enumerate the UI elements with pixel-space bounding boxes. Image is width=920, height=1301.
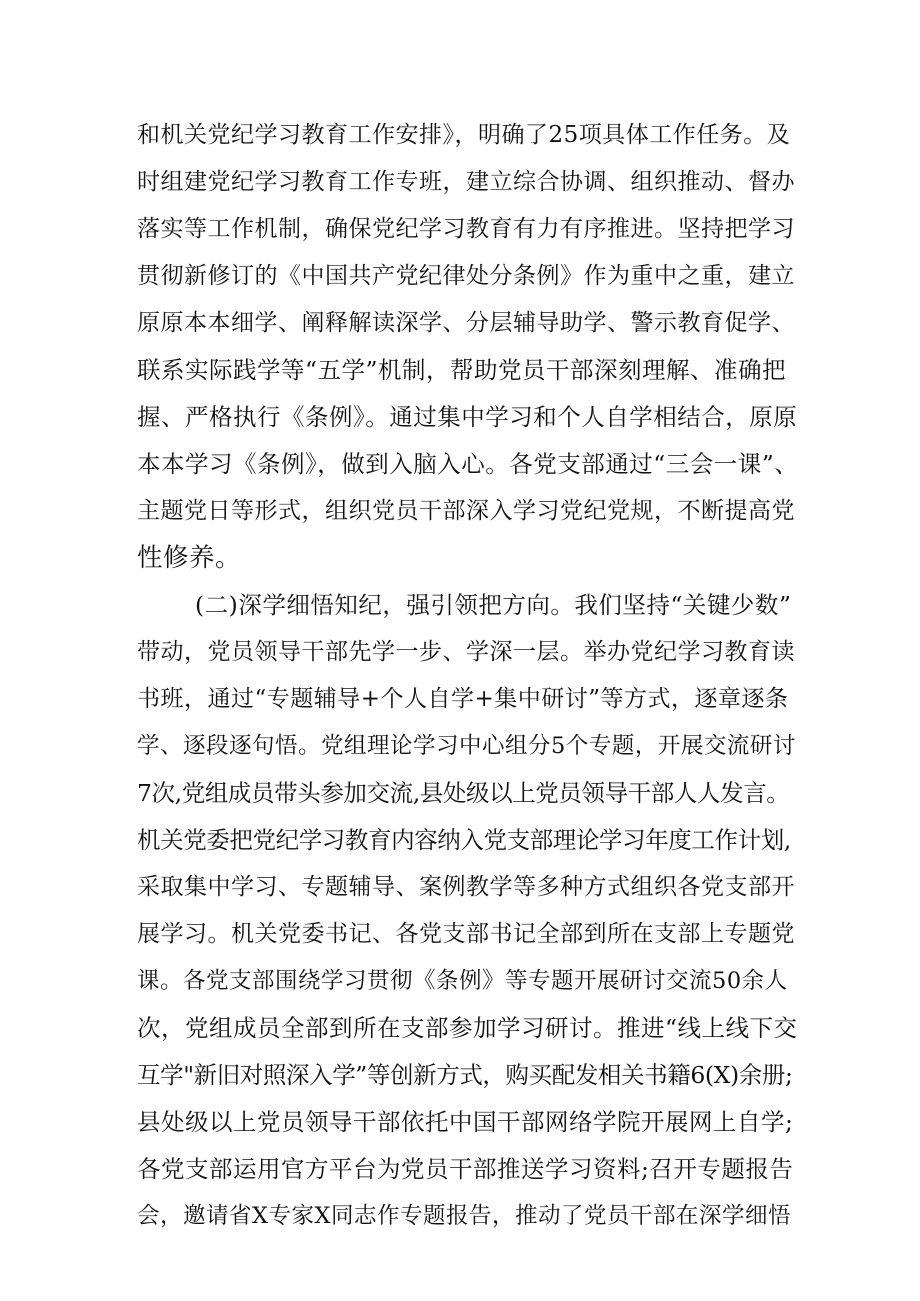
text-line: 时组建党纪学习教育工作专班，建立综合协调、组织推动、督办 [137, 169, 795, 195]
text-line: 课。各党支部围绕学习贯彻《条例》等专题开展研讨交流50余人 [137, 968, 788, 994]
text-line: 各党支部运用官方平台为党员干部推送学习资料;召开专题报告 [137, 1155, 794, 1183]
text-line: 会，邀请省X专家X同志作专题报告，推动了党员干部在深学细悟 [137, 1203, 792, 1229]
text-line: 学、逐段逐句悟。党组理论学习中心组分5个专题，开展交流研讨 [137, 733, 796, 759]
text-line: 展学习。机关党委书记、各党支部书记全部到所在支部上专题党 [137, 921, 795, 947]
text-line: 互学"新旧对照深入学”等创新方式，购买配发相关书籍6(X)余册; [137, 1061, 793, 1089]
text-line: 机关党委把党纪学习教育内容纳入党支部理论学习年度工作计划, [137, 826, 791, 854]
text-line: 联系实际践学等“五学”机制，帮助党员干部深刻理解、准确把 [137, 356, 787, 384]
text-line: 采取集中学习、专题辅导、案例教学等多种方式组织各党支部开 [137, 874, 795, 900]
text-line: 性修养。 [137, 543, 242, 573]
text-line: 原原本本细学、阐释解读深学、分层辅导助学、警示教育促学、 [137, 310, 795, 336]
text-line: 贯彻新修订的《中国共产党纪律处分条例》作为重中之重，建立 [137, 263, 795, 289]
text-line: 握、严格执行《条例》。通过集中学习和个人自学相结合，原原 [137, 403, 798, 431]
body-text [137, 112, 797, 1240]
text-line: 本本学习《条例》，做到入脑入心。各党支部通过“三会一课”、 [137, 450, 799, 478]
text-line: 次，党组成员全部到所在支部参加学习研讨。推进“线上线下交 [137, 1014, 798, 1042]
text-line: 县处级以上党员领导干部依托中国干部网络学院开展网上自学; [137, 1108, 794, 1136]
text-line: 和机关党纪学习教育工作安排》，明确了25项具体工作任务。及 [137, 122, 791, 148]
text-line: 带动，党员领导干部先学一步、学深一层。举办党纪学习教育读 [137, 639, 795, 665]
section-heading-line: (二)深学细悟知纪，强引领把方向。我们坚持“关键少数” [195, 591, 792, 619]
text-line: 主题党日等形式，组织党员干部深入学习党纪党规，不断提高党 [137, 498, 795, 524]
text-line: 7次,党组成员带头参加交流,县处级以上党员领导干部人人发言。 [137, 779, 790, 807]
text-line: 落实等工作机制，确保党纪学习教育有力有序推进。坚持把学习 [137, 216, 795, 242]
text-line: 书班，通过“专题辅导+个人自学+集中研讨”等方式，逐章逐条 [137, 686, 789, 712]
